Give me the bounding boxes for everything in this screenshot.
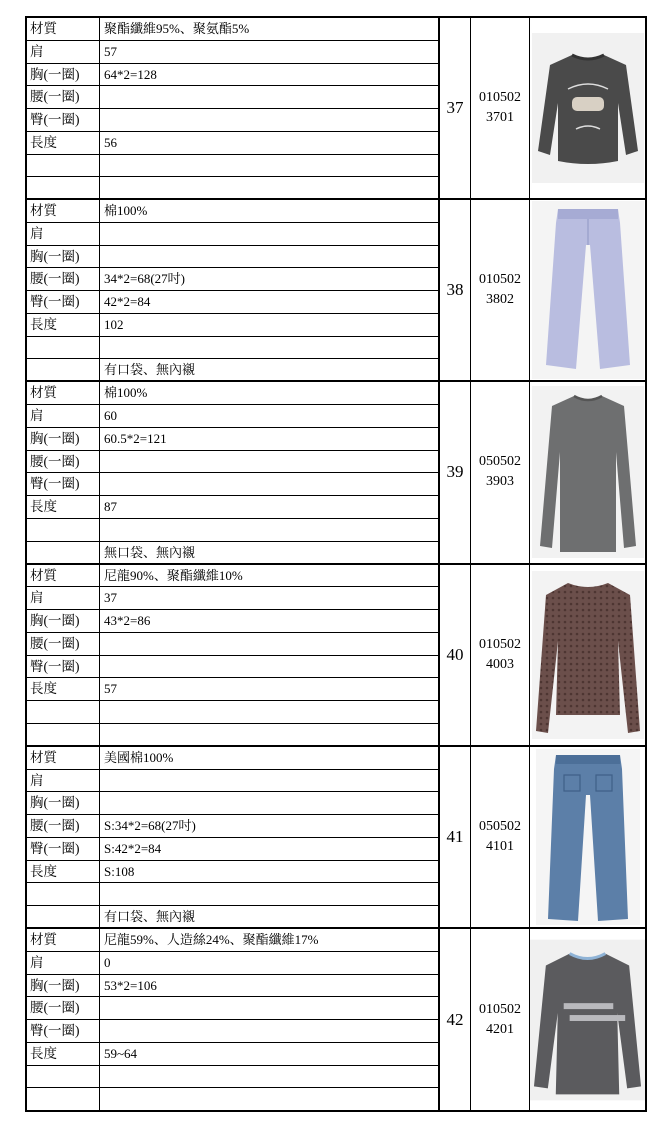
spec-rows	[27, 747, 440, 927]
spec-value: 37	[104, 590, 117, 606]
spec-label: 腰(一圈)	[27, 268, 100, 290]
spec-value	[100, 223, 438, 245]
spec-label: 材質	[27, 200, 100, 222]
spec-value: 87	[104, 499, 117, 515]
spec-rows	[27, 929, 440, 1111]
spec-label: 材質	[27, 929, 100, 951]
spec-label: 長度	[27, 314, 100, 336]
spec-value	[100, 473, 438, 495]
spec-row	[27, 132, 438, 155]
spec-label	[27, 906, 100, 929]
denim-jeans-photo	[530, 747, 645, 927]
spec-value	[100, 1088, 438, 1111]
spec-row	[27, 246, 438, 269]
spec-label: 腰(一圈)	[27, 86, 100, 108]
spec-row	[27, 337, 438, 360]
product-code	[471, 929, 530, 1111]
knit-top-photo	[530, 565, 645, 745]
spec-value	[100, 883, 438, 905]
spec-label: 肩	[27, 223, 100, 245]
spec-label: 材質	[27, 382, 100, 404]
spec-label	[27, 724, 100, 747]
spec-value	[100, 1066, 438, 1088]
spec-row	[27, 815, 438, 838]
spec-value: 102	[104, 316, 124, 332]
spec-value: 57	[104, 681, 117, 697]
spec-value: 60	[104, 408, 117, 424]
spec-label: 臀(一圈)	[27, 473, 100, 495]
spec-row	[27, 177, 438, 200]
spec-label: 臀(一圈)	[27, 656, 100, 678]
spec-row	[27, 861, 438, 884]
product-block	[27, 18, 645, 200]
spec-row	[27, 678, 438, 701]
spec-row	[27, 656, 438, 679]
spec-label: 胸(一圈)	[27, 792, 100, 814]
product-code-line2: 3802	[486, 292, 514, 308]
long-sleeve-tee-photo	[530, 382, 645, 562]
spec-label	[27, 177, 100, 200]
spec-label	[27, 1066, 100, 1088]
product-code-line1: 010502	[479, 90, 521, 106]
spec-label: 長度	[27, 678, 100, 700]
spec-label: 材質	[27, 565, 100, 587]
item-number: 39	[440, 382, 471, 562]
spec-row	[27, 724, 438, 747]
spec-value	[100, 997, 438, 1019]
product-spec-sheet	[25, 16, 647, 1112]
spec-value: 無口袋、無內襯	[104, 544, 196, 560]
item-number: 41	[440, 747, 471, 927]
spec-value: 有口袋、無內襯	[104, 909, 196, 925]
spec-row	[27, 109, 438, 132]
spec-row	[27, 587, 438, 610]
spec-row	[27, 838, 438, 861]
spec-label: 長度	[27, 1043, 100, 1065]
spec-label	[27, 155, 100, 177]
spec-row	[27, 906, 438, 929]
spec-row	[27, 291, 438, 314]
spec-value	[100, 246, 438, 268]
product-code-line2: 3903	[486, 474, 514, 490]
spec-row	[27, 929, 438, 952]
product-block	[27, 747, 645, 929]
spec-value	[100, 155, 438, 177]
product-code	[471, 18, 530, 198]
spec-row	[27, 473, 438, 496]
spec-value	[100, 519, 438, 541]
spec-label: 長度	[27, 132, 100, 154]
item-number: 38	[440, 200, 471, 380]
spec-row	[27, 610, 438, 633]
spec-label: 材質	[27, 747, 100, 769]
spec-label: 胸(一圈)	[27, 610, 100, 632]
spec-value	[100, 770, 438, 792]
spec-row	[27, 451, 438, 474]
spec-label: 肩	[27, 405, 100, 427]
spec-row	[27, 64, 438, 87]
spec-value: 57	[104, 43, 117, 59]
spec-value	[100, 109, 438, 131]
spec-value	[100, 792, 438, 814]
sweatshirt-photo	[530, 18, 645, 198]
spec-row	[27, 770, 438, 793]
item-number: 37	[440, 18, 471, 198]
fuzzy-sweater-photo	[530, 929, 645, 1111]
spec-value	[100, 337, 438, 359]
spec-row	[27, 223, 438, 246]
spec-label	[27, 883, 100, 905]
spec-row	[27, 952, 438, 975]
spec-row	[27, 200, 438, 223]
spec-label: 臀(一圈)	[27, 838, 100, 860]
spec-value: 60.5*2=121	[104, 430, 167, 446]
spec-rows	[27, 382, 440, 562]
spec-value: 42*2=84	[104, 294, 151, 310]
spec-row	[27, 1088, 438, 1111]
spec-value: 有口袋、無內襯	[104, 362, 196, 378]
spec-value	[100, 656, 438, 678]
spec-label: 肩	[27, 41, 100, 63]
spec-row	[27, 86, 438, 109]
spec-value	[100, 86, 438, 108]
spec-label: 肩	[27, 587, 100, 609]
spec-value	[100, 724, 438, 747]
spec-row	[27, 359, 438, 382]
spec-label: 胸(一圈)	[27, 64, 100, 86]
spec-value	[100, 701, 438, 723]
spec-rows	[27, 18, 440, 198]
spec-label: 腰(一圈)	[27, 997, 100, 1019]
spec-label: 腰(一圈)	[27, 633, 100, 655]
product-code-line2: 4003	[486, 656, 514, 672]
spec-value: 64*2=128	[104, 66, 157, 82]
spec-value: 尼龍90%、聚酯纖維10%	[104, 567, 243, 583]
spec-row	[27, 382, 438, 405]
spec-row	[27, 428, 438, 451]
product-code-line2: 3701	[486, 110, 514, 126]
spec-row	[27, 565, 438, 588]
spec-row	[27, 155, 438, 178]
spec-label: 長度	[27, 496, 100, 518]
spec-value: S:34*2=68(27吋)	[104, 818, 196, 834]
spec-value: 34*2=68(27吋)	[104, 271, 185, 287]
spec-label: 臀(一圈)	[27, 1020, 100, 1042]
product-code-line2: 4201	[486, 1022, 514, 1038]
spec-row	[27, 314, 438, 337]
spec-row	[27, 496, 438, 519]
spec-row	[27, 1043, 438, 1066]
spec-label: 胸(一圈)	[27, 428, 100, 450]
spec-value: S:42*2=84	[104, 840, 162, 856]
spec-row	[27, 997, 438, 1020]
product-block	[27, 929, 645, 1111]
spec-row	[27, 542, 438, 565]
product-block	[27, 565, 645, 747]
spec-label: 臀(一圈)	[27, 109, 100, 131]
light-jeans-photo	[530, 200, 645, 380]
item-number: 40	[440, 565, 471, 745]
spec-value: 尼龍59%、人造絲24%、聚酯纖維17%	[104, 932, 319, 947]
spec-row	[27, 633, 438, 656]
product-block	[27, 200, 645, 382]
spec-value: 棉100%	[104, 385, 148, 401]
spec-label	[27, 542, 100, 565]
product-code-line1: 010502	[479, 636, 521, 652]
product-code-line1: 050502	[479, 454, 521, 470]
spec-value: 53*2=106	[104, 977, 157, 993]
spec-label: 腰(一圈)	[27, 451, 100, 473]
product-code-line1: 050502	[479, 818, 521, 834]
spec-label: 材質	[27, 18, 100, 40]
spec-value	[100, 451, 438, 473]
product-block	[27, 382, 645, 564]
spec-label	[27, 701, 100, 723]
spec-row	[27, 405, 438, 428]
product-code-line2: 4101	[486, 838, 514, 854]
spec-label: 腰(一圈)	[27, 815, 100, 837]
product-code	[471, 200, 530, 380]
spec-label: 胸(一圈)	[27, 246, 100, 268]
item-number: 42	[440, 929, 471, 1111]
spec-label: 肩	[27, 952, 100, 974]
spec-label: 臀(一圈)	[27, 291, 100, 313]
spec-label	[27, 359, 100, 382]
product-code	[471, 382, 530, 562]
spec-row	[27, 701, 438, 724]
spec-label: 胸(一圈)	[27, 975, 100, 997]
spec-label: 肩	[27, 770, 100, 792]
spec-row	[27, 519, 438, 542]
spec-value: 棉100%	[104, 203, 148, 219]
spec-row	[27, 41, 438, 64]
spec-row	[27, 975, 438, 998]
product-code-line1: 010502	[479, 272, 521, 288]
spec-value: 0	[104, 954, 111, 970]
spec-value: 43*2=86	[104, 613, 151, 629]
spec-row	[27, 18, 438, 41]
spec-value: 56	[104, 134, 117, 150]
spec-row	[27, 268, 438, 291]
spec-row	[27, 747, 438, 770]
spec-row	[27, 1020, 438, 1043]
spec-value	[100, 633, 438, 655]
spec-rows	[27, 565, 440, 745]
product-code	[471, 747, 530, 927]
spec-label	[27, 519, 100, 541]
spec-value: 聚酯纖維95%、聚氨酯5%	[104, 21, 250, 36]
product-code	[471, 565, 530, 745]
spec-value: S:108	[104, 863, 135, 879]
spec-row	[27, 792, 438, 815]
spec-value	[100, 1020, 438, 1042]
spec-value: 美國棉100%	[104, 749, 174, 765]
spec-label: 長度	[27, 861, 100, 883]
spec-row	[27, 1066, 438, 1089]
spec-value: 59~64	[104, 1045, 138, 1061]
spec-rows	[27, 200, 440, 380]
spec-label	[27, 1088, 100, 1111]
product-code-line1: 010502	[479, 1002, 521, 1018]
spec-label	[27, 337, 100, 359]
spec-value	[100, 177, 438, 200]
spec-row	[27, 883, 438, 906]
